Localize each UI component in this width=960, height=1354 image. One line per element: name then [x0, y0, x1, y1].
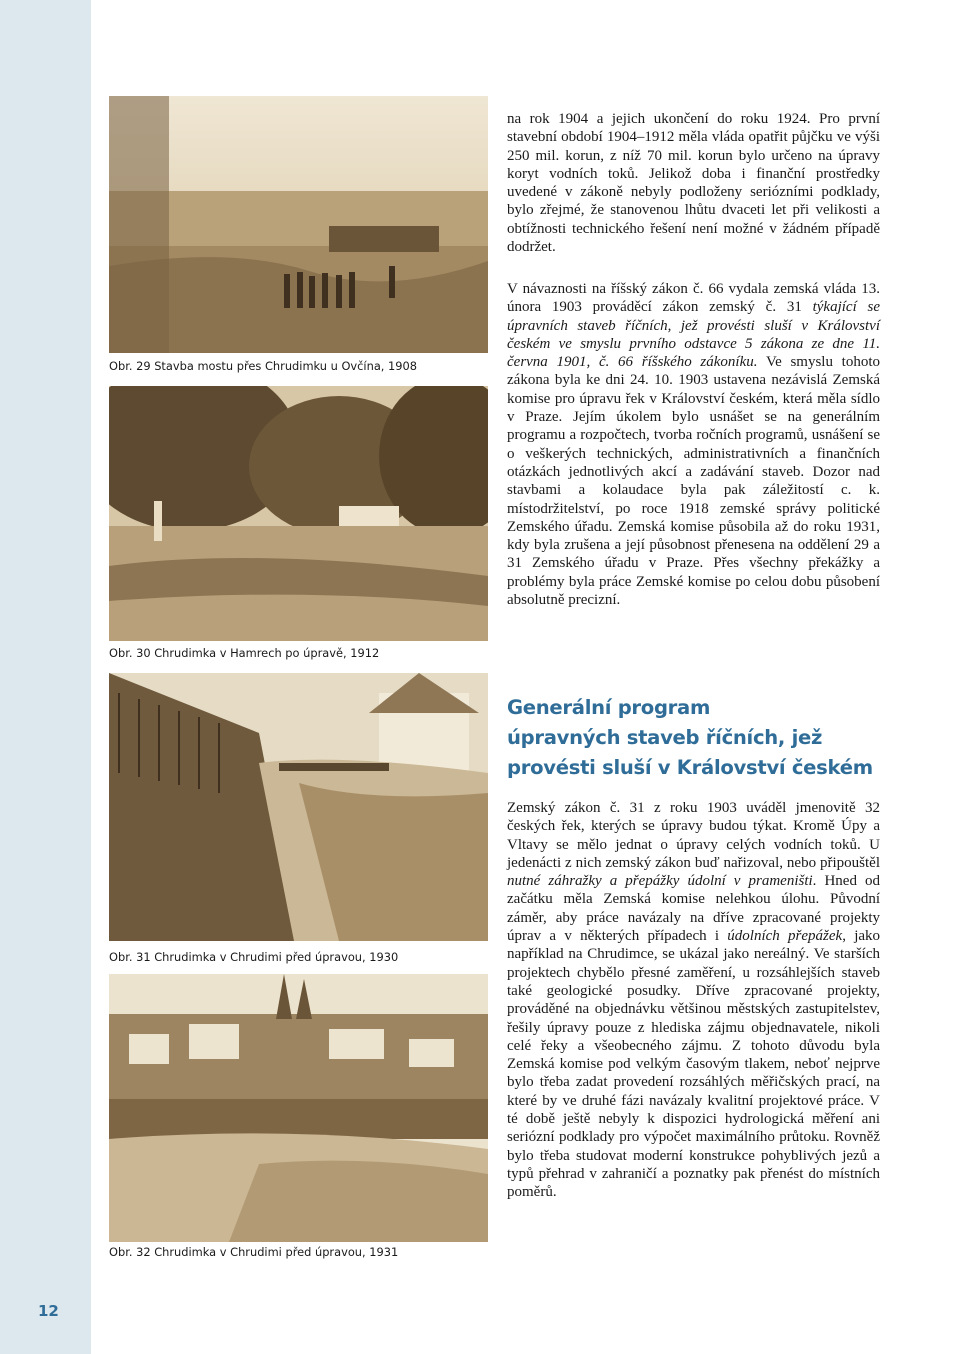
text-paragraph-2 [507, 280, 880, 609]
photo-river-chrudim-1930-image [109, 673, 488, 941]
photo-river-hamry-image [109, 386, 488, 641]
text-paragraph-3 [507, 799, 880, 1202]
photo-bridge-construction-image [109, 96, 488, 353]
figure-caption-32: Obr. 32 Chrudimka v Chrudimi před úpravou, 1931 [109, 1245, 399, 1259]
heading-line-3: provésti sluší v Království českém [507, 756, 873, 779]
paragraph-1-text: na rok 1904 a jejich ukončení do roku 1924. Pro první stavební období 1904–1912 měla vláda opatřit půjčku ve výši 250 mil. korun, z níž 70 mil. korun bylo určeno na úpravy koryt vodních toků. Jelikož doba i finanční prostředky uvedené v zákoně nebyly podloženy seriózními podklady, bylo zřejmé, že stanovenou lhůtu dvaceti let při velikosti a obtížnosti technického řešení není možné v žádném případě dodržet. [507, 111, 880, 256]
paragraph-3-part-a: Zemský zákon č. 31 z roku 1903 uváděl jmenovitě 32 českých řek, kterých se úpravy budou týkat. Kromě Úpy a Vltavy se mělo jednat o úpravy celých vodních toků. U jedenácti z nich zemský zákon buď nařizoval, nebo připouštěl [507, 800, 880, 871]
text-paragraph-1 [507, 110, 880, 256]
section-heading [507, 693, 907, 783]
paragraph-3-italic-1: nutné záhražky a přepážky údolní v prameništi [507, 873, 813, 890]
figure-caption-30: Obr. 30 Chrudimka v Hamrech po úpravě, 1912 [109, 646, 380, 660]
paragraph-2-text [507, 280, 880, 609]
figure-caption-29: Obr. 29 Stavba mostu přes Chrudimku u Ovčína, 1908 [109, 359, 418, 373]
photo-river-chrudim-1931-image [109, 974, 488, 1242]
paragraph-2-italic: týkající se úpravních staveb říčních, jež provésti sluší v Království českém ve smyslu prvního odstavce 5 zákona ze dne 11. června 1901, č. 66 říšského zákoníku. [507, 299, 880, 371]
photo-river-hamry [109, 386, 488, 641]
paragraph-3-part-b: . Hned od začátku měla Zemská komise nelehkou úlohu. Původní záměr, aby práce navázaly na dříve zpracované projekty úprav a v některých případech i [507, 873, 880, 945]
photo-river-chrudim-1931 [109, 974, 488, 1242]
photo-bridge-construction [109, 96, 488, 353]
paragraph-2-part-a: V návaznosti na říšský zákon č. 66 vydala zemská vláda 13. února 1903 prováděcí zákon zemský č. 31 [507, 281, 880, 316]
figure-caption-31: Obr. 31 Chrudimka v Chrudimi před úpravou, 1930 [109, 950, 399, 964]
page-margin-band [0, 0, 91, 1354]
paragraph-2-part-b: Ve smyslu tohoto zákona byla ke dni 24. 10. 1903 ustavena nezávislá Zemská komise pro úpravu řek v Království českém, která měla sídlo v Praze. Jejím úkolem bylo usnášet se na generálním programu a rozpočtech, tvorba ročních programů, usnášení se o veškerých technických, administrativních a finančních otázkách jednotlivých akcí a zadávání staveb. Dozor nad stavbami a kolaudace byla pak záležitostí c. k. místodržitelství, po roce 1918 zemské správy politické Zemského úřadu. Zemská komise působila až do roku 1931, kdy byla zrušena a její působnost přenesena na oddělení 29 a 31 Zemského úřadu v Praze. Přes všechny překážky a problémy byla práce Zemské komise po celou dobu působení absolutně precizní. [507, 354, 880, 609]
paragraph-3-italic-2: údolních přepážek [727, 928, 843, 945]
page-number: 12 [38, 1302, 59, 1320]
paragraph-3-text [507, 799, 880, 1202]
paragraph-3-part-c: , jako například na Chrudimce, se ukázal jako nereálný. Ve starších projektech chybělo přesné zaměření, u rozsáhlejších staveb také geologické posudky. Dříve zpracované projekty, prováděné na objednávku většinou městských zastupitelstev, řešily úpravy pouze z hlediska zájmu objednavatele, nikoli celé řeky a všeobecného zájmu. Z tohoto důvodu byla Zemská komise pod velkým časovým tlakem, neboť nejprve bylo třeba zadat provedení rozsáhlých měřičských prací, na které by ve druhé fázi navázaly kvalitní projektové práce. V té době ještě nebyly k dispozici hydrologická měření ani seriózní podklady pro výpočet maximálního průtoku. Rovněž bylo třeba studovat moderní konstrukce pohyblivých jezů a typů přehrad v zahraničí a poznatky pak přenést do místních poměrů. [507, 928, 881, 1201]
heading-line-1: Generální program [507, 696, 711, 719]
photo-river-chrudim-1930 [109, 673, 488, 941]
heading-line-2: úpravných staveb říčních, jež [507, 726, 823, 749]
